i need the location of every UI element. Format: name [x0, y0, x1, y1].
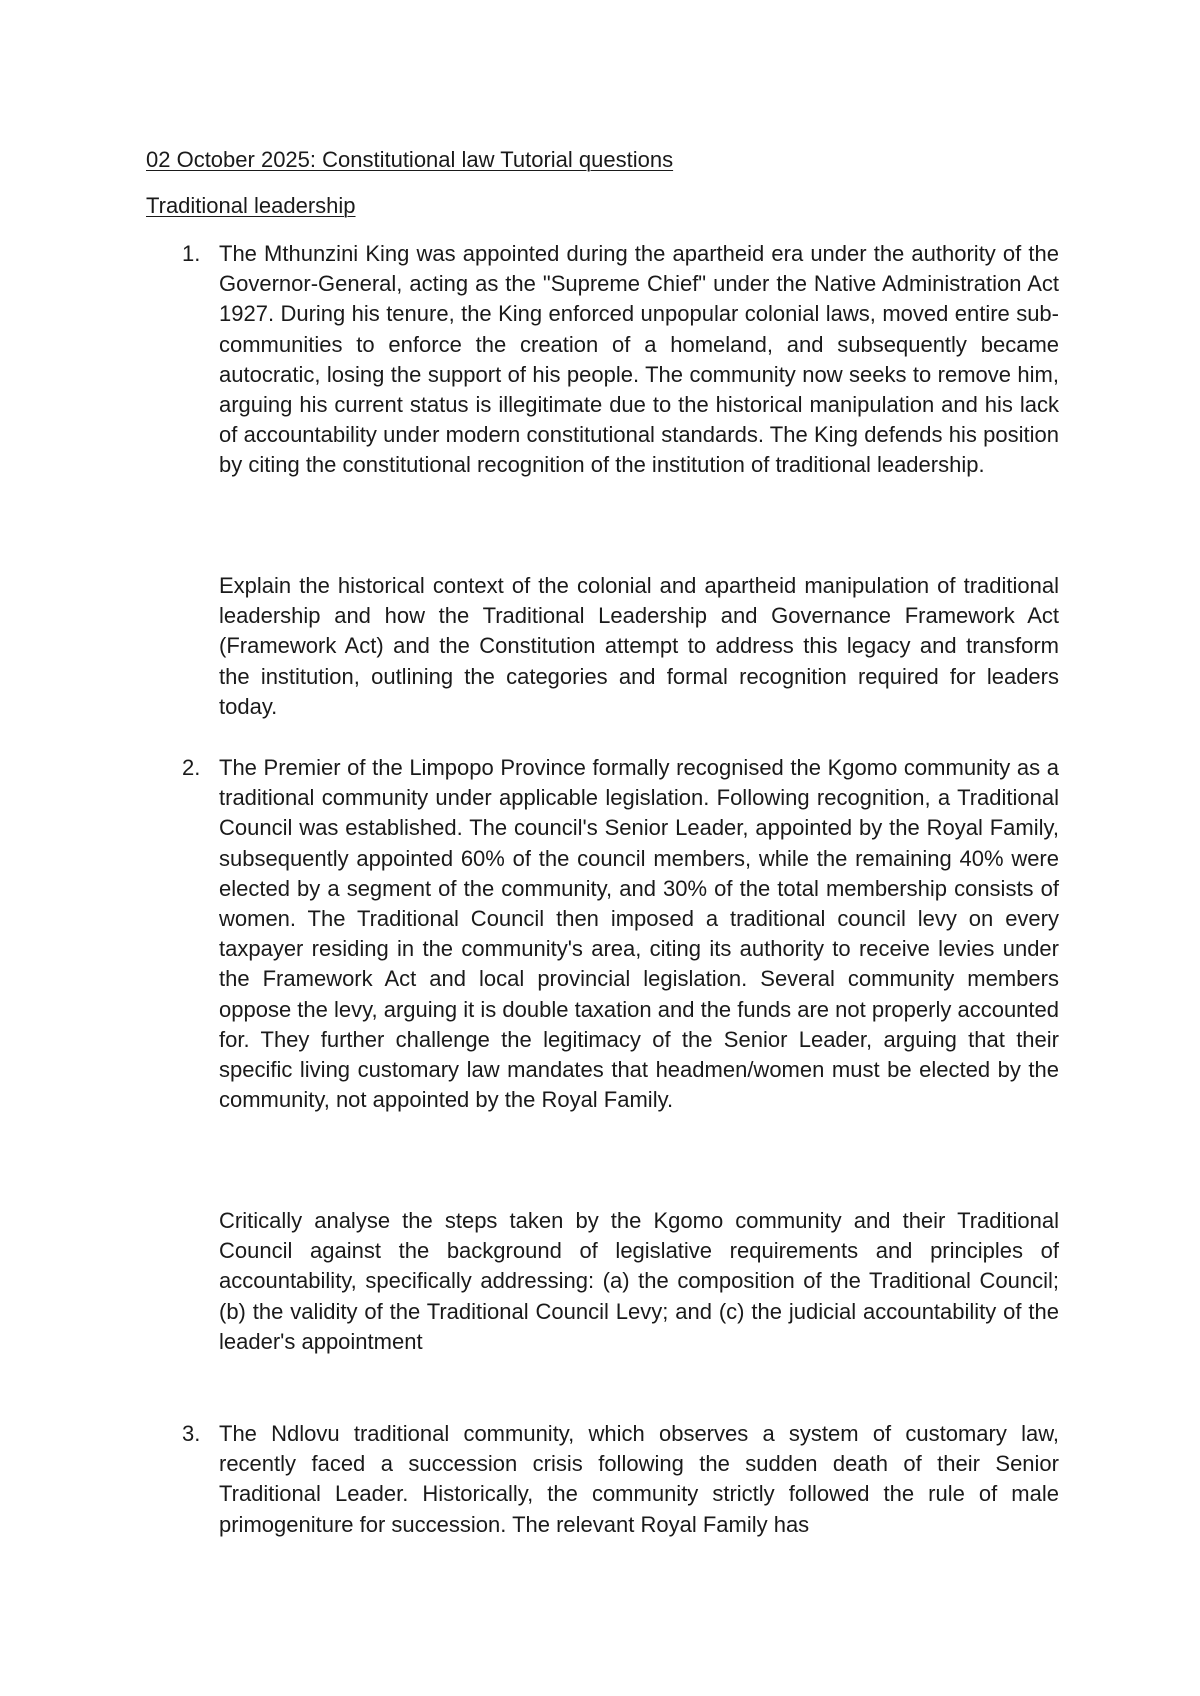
question-number: 1. [182, 241, 201, 266]
question-number: 3. [182, 1421, 201, 1446]
question-scenario: The Mthunzini King was appointed during the apartheid era under the authority of the Governor-General, acting as the "Supreme Chief" under the Native Administration Act 1927. During his tenure, the King enforced unpopular colonial laws, moved entire sub-communities to enforce the creation of a homeland, and subsequently became autocratic, losing the support of his people. The community now seeks to remove him, arguing his current status is illegitimate due to the historical manipulation and his lack of accountability under modern constitutional standards. The King defends his position by citing the constitutional recognition of the institution of traditional leadership. [219, 241, 1059, 478]
question-task: Explain the historical context of the colonial and apartheid manipulation of traditional leadership and how the Traditional Leadership and Governance Framework Act (Framework Act) and the Constitution attempt to address this legacy and transform the institution, outlining the categories and formal recognition required for leaders today. [219, 573, 1059, 719]
question-scenario: The Ndlovu traditional community, which observes a system of customary law, recently faced a succession crisis following the sudden death of their Senior Traditional Leader. Historically, the community strictly followed the rule of male primogeniture for succession. The relevant Royal Family has [219, 1421, 1059, 1537]
question-task: Critically analyse the steps taken by the Kgomo community and their Traditional Council against the background of legislative requirements and principles of accountability, specifically addressing: (a) the composition of the Traditional Council; (b) the validity of the Traditional Council Levy; and (c) the judicial accountability of the leader's appointment [219, 1208, 1059, 1354]
question-scenario: The Premier of the Limpopo Province formally recognised the Kgomo community as a traditional community under applicable legislation. Following recognition, a Traditional Council was established. The council's Senior Leader, appointed by the Royal Family, subsequently appointed 60% of the council members, while the remaining 40% were elected by a segment of the community, and 30% of the total membership consists of women. The Traditional Council then imposed a traditional council levy on every taxpayer residing in the community's area, citing its authority to receive levies under the Framework Act and local provincial legislation. Several community members oppose the levy, arguing it is double taxation and the funds are not properly accounted for. They further challenge the legitimacy of the Senior Leader, arguing that their specific living customary law mandates that headmen/women must be elected by the community, not appointed by the Royal Family. [219, 755, 1059, 1113]
document-title: 02 October 2025: Constitutional law Tutorial questions [146, 147, 674, 172]
section-title: Traditional leadership [146, 193, 356, 218]
question-number: 2. [182, 755, 201, 780]
